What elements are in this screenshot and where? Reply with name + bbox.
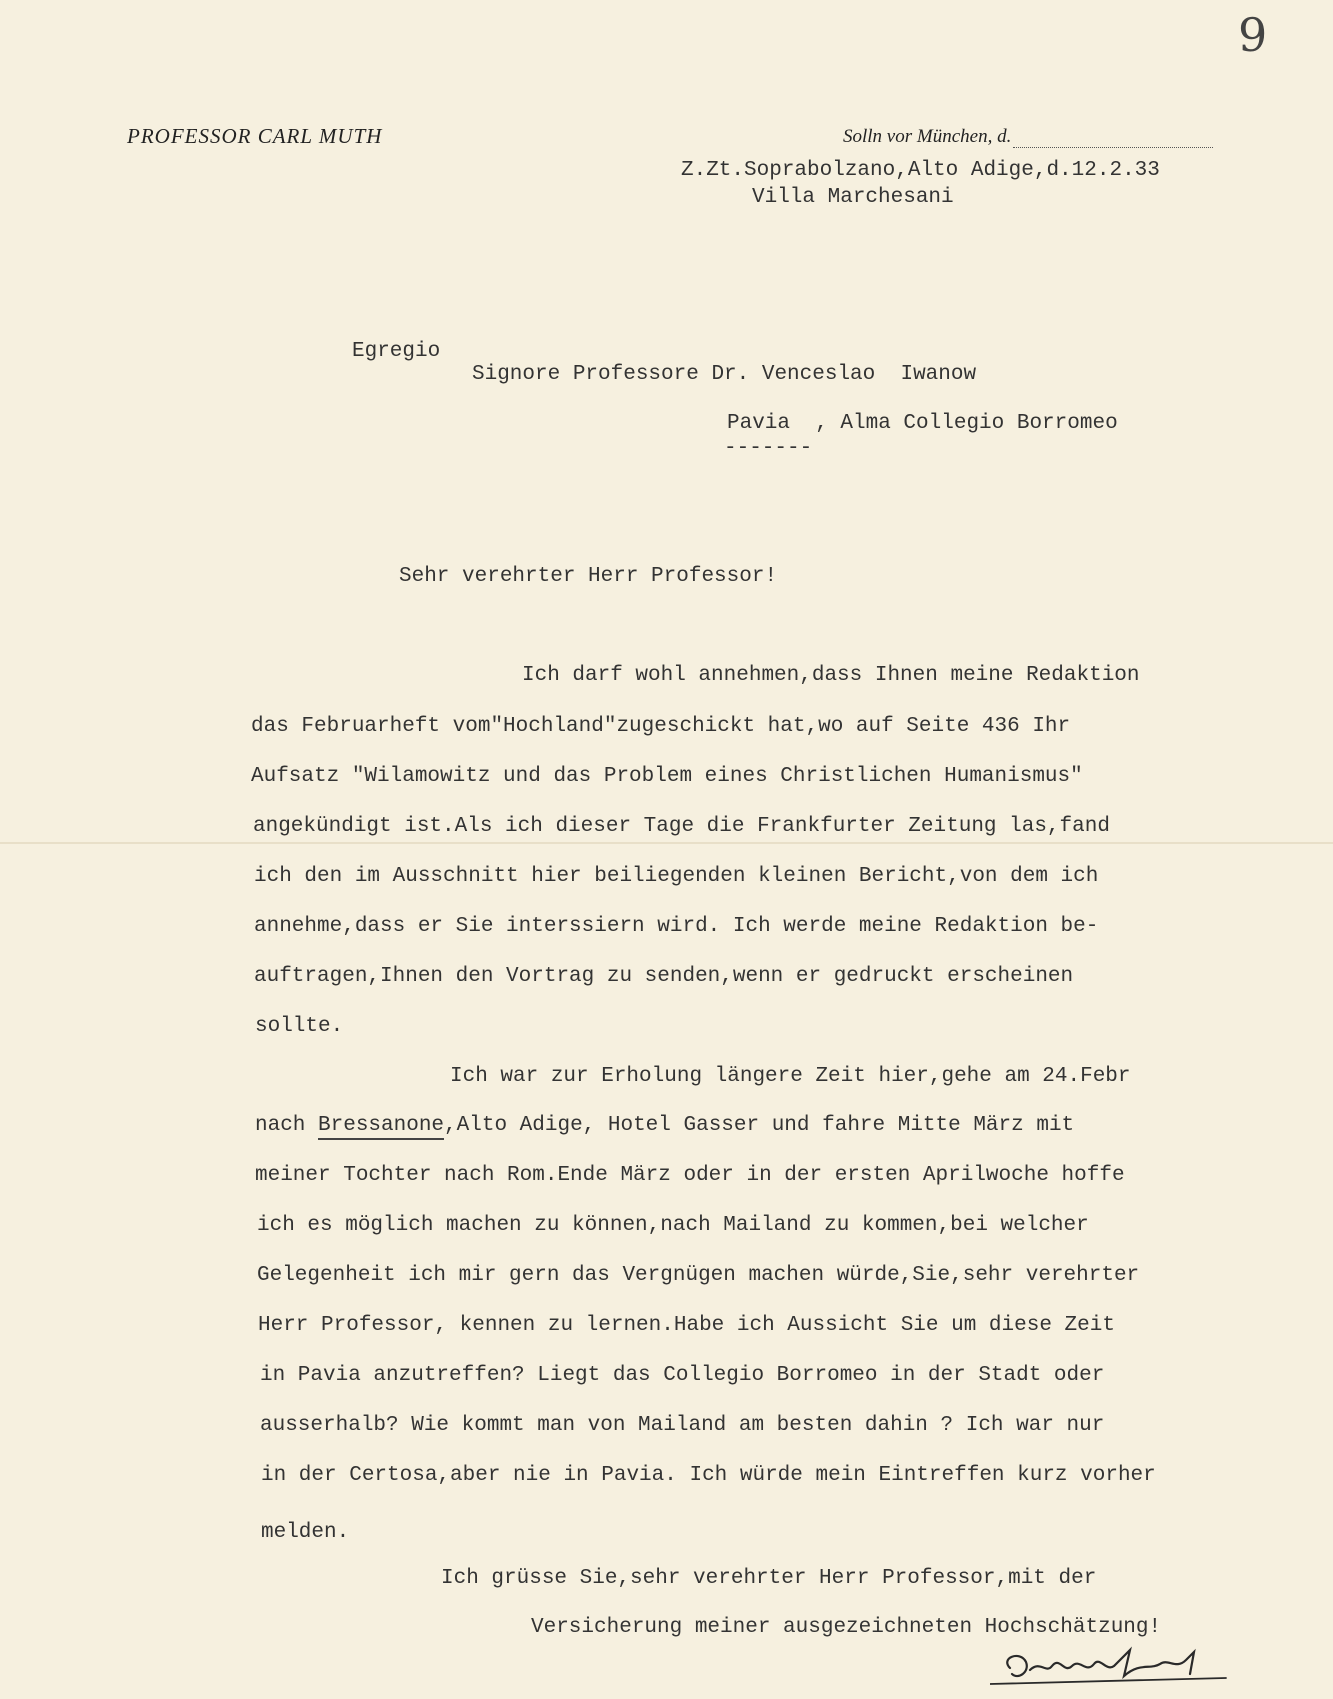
body-text: ,Alto Adige, Hotel Gasser und fahre Mitte März mit bbox=[444, 1114, 1075, 1137]
body-line: Gelegenheit ich mir gern das Vergnügen machen würde,Sie,sehr verehrter bbox=[257, 1264, 1140, 1287]
body-line: Ich war zur Erholung längere Zeit hier,gehe am 24.Febr bbox=[450, 1065, 1131, 1088]
body-line bbox=[255, 1115, 1074, 1136]
closing-line: Ich grüsse Sie,sehr verehrter Herr Professor,mit der bbox=[441, 1567, 1097, 1590]
body-line: Aufsatz "Wilamowitz und das Problem eines Christlichen Humanismus" bbox=[251, 765, 1083, 788]
recipient-name: Signore Professore Dr. Venceslao Iwanow bbox=[472, 363, 977, 386]
place-label: Solln vor München, d. bbox=[843, 126, 1012, 147]
recipient-place: , Alma Collegio Borromeo bbox=[790, 412, 1118, 435]
underlined-place: Bressanone bbox=[318, 1114, 444, 1140]
recipient-city-line bbox=[727, 413, 1118, 434]
body-line: Herr Professor, kennen zu lernen.Habe ich Aussicht Sie um diese Zeit bbox=[258, 1314, 1115, 1337]
body-line: in der Certosa,aber nie in Pavia. Ich würde mein Eintreffen kurz vorher bbox=[261, 1464, 1156, 1487]
place-dotted-line bbox=[1013, 133, 1213, 148]
body-text: nach bbox=[255, 1114, 319, 1137]
body-line: ausserhalb? Wie kommt man von Mailand am besten dahin ? Ich war nur bbox=[260, 1414, 1105, 1437]
city-underline: ------- bbox=[724, 437, 813, 460]
body-line: auftragen,Ihnen den Vortrag zu senden,wenn er gedruckt erscheinen bbox=[254, 965, 1074, 988]
handwritten-signature bbox=[990, 1640, 1230, 1690]
paper-fold bbox=[0, 842, 1333, 844]
greeting: Sehr verehrter Herr Professor! bbox=[399, 565, 778, 588]
closing-line: Versicherung meiner ausgezeichneten Hochschätzung! bbox=[531, 1616, 1162, 1639]
body-line: ich den im Ausschnitt hier beiliegenden kleinen Bericht,von dem ich bbox=[254, 865, 1099, 888]
letterhead: PROFESSOR CARL MUTH bbox=[127, 124, 383, 148]
body-line: meiner Tochter nach Rom.Ende März oder in der ersten Aprilwoche hoffe bbox=[255, 1164, 1125, 1187]
body-line: melden. bbox=[261, 1521, 350, 1544]
recipient-city: Pavia bbox=[727, 412, 791, 435]
body-line: das Februarheft vom"Hochland"zugeschickt hat,wo auf Seite 436 Ihr bbox=[251, 715, 1071, 738]
page-number: 9 bbox=[1238, 8, 1268, 62]
body-line: Ich darf wohl annehmen,dass Ihnen meine Redaktion bbox=[522, 664, 1140, 687]
recipient-salutation: Egregio bbox=[352, 340, 441, 363]
body-line: ich es möglich machen zu können,nach Mailand zu kommen,bei welcher bbox=[257, 1214, 1089, 1237]
place-line bbox=[843, 126, 1213, 148]
address-line: Villa Marchesani bbox=[752, 186, 954, 209]
dateline: Z.Zt.Soprabolzano,Alto Adige,d.12.2.33 bbox=[681, 159, 1160, 182]
body-line: sollte. bbox=[255, 1015, 344, 1038]
body-line: angekündigt ist.Als ich dieser Tage die Frankfurter Zeitung las,fand bbox=[253, 815, 1110, 838]
body-line: annehme,dass er Sie interssiern wird. Ich werde meine Redaktion be- bbox=[254, 915, 1099, 938]
body-line: in Pavia anzutreffen? Liegt das Collegio Borromeo in der Stadt oder bbox=[260, 1364, 1105, 1387]
